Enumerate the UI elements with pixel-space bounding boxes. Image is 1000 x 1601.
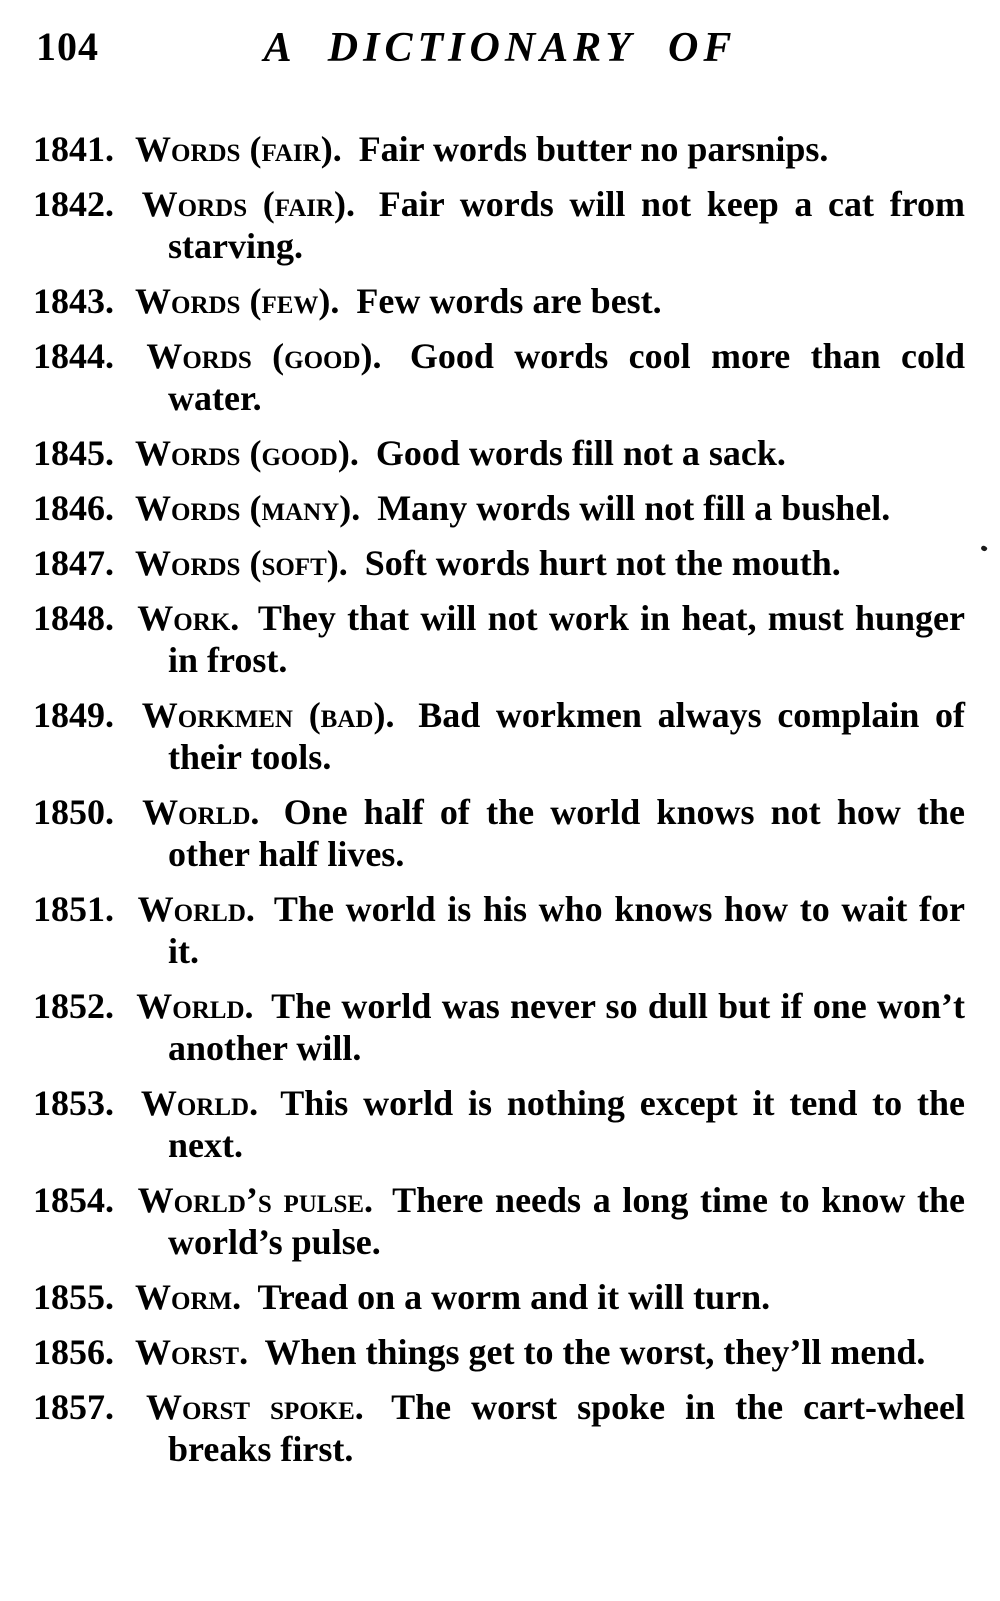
entry-text: Good words cool more than cold water.	[168, 336, 966, 418]
entry-number: 1857.	[33, 1387, 114, 1427]
entry-text: Good words fill not a sack.	[375, 433, 786, 473]
entry-headword: Worst spoke.	[145, 1387, 364, 1427]
entry-number: 1851.	[33, 889, 114, 929]
entry-headword: Words (soft).	[135, 543, 348, 583]
entry-text: Tread on a worm and it will turn.	[257, 1277, 771, 1317]
entry	[33, 432, 965, 474]
entry-number: 1852.	[33, 986, 114, 1026]
entry-text: One half of the world knows not how the other half lives.	[168, 792, 965, 874]
entry	[33, 487, 965, 529]
entry	[33, 1386, 965, 1470]
entry-text: They that will not work in heat, must hunger in frost.	[168, 598, 966, 680]
entry-number: 1848.	[33, 598, 114, 638]
entry-headword: World.	[142, 792, 260, 832]
ink-speck	[980, 545, 988, 553]
entry-text: Bad workmen always complain of their tools.	[168, 695, 966, 777]
entry-number: 1854.	[33, 1180, 114, 1220]
entry	[33, 280, 965, 322]
entry-text: The worst spoke in the cart-wheel breaks first.	[168, 1387, 965, 1469]
entry-text: Fair words butter no parsnips.	[358, 129, 829, 169]
entry	[33, 694, 965, 778]
entry-headword: Words (fair).	[135, 129, 342, 169]
entry-headword: World.	[136, 986, 254, 1026]
entry-headword: Work.	[137, 598, 240, 638]
entry-text: Many words will not fill a bushel.	[377, 488, 891, 528]
entry-text: This world is nothing except it tend to the next.	[168, 1083, 965, 1165]
entry-number: 1855.	[33, 1277, 114, 1317]
entry-number: 1853.	[33, 1083, 114, 1123]
entry-number: 1841.	[33, 129, 114, 169]
entry-headword: Words (few).	[135, 281, 340, 321]
entry-headword: World’s pulse.	[137, 1180, 374, 1220]
entry-headword: Worst.	[135, 1332, 249, 1372]
entry-number: 1849.	[33, 695, 114, 735]
entry-text: Few words are best.	[356, 281, 662, 321]
entry-headword: Words (fair).	[141, 184, 356, 224]
entry	[33, 128, 965, 170]
entry	[33, 542, 965, 584]
entry-number: 1856.	[33, 1332, 114, 1372]
entry-number: 1850.	[33, 792, 114, 832]
running-title: A DICTIONARY OF	[263, 25, 737, 71]
entry	[33, 1082, 965, 1166]
entry-number: 1845.	[33, 433, 114, 473]
entry	[33, 791, 965, 875]
entry-text: When things get to the worst, they’ll mend.	[264, 1332, 926, 1372]
entry-headword: Worm.	[135, 1277, 242, 1317]
entry-list	[33, 128, 965, 1470]
page-header	[0, 0, 1000, 100]
entry-text: There needs a long time to know the world’s pulse.	[168, 1180, 966, 1262]
entry-headword: Workmen (bad).	[141, 695, 395, 735]
entry	[33, 1331, 965, 1373]
entry-headword: Words (good).	[146, 336, 382, 376]
entry-headword: World.	[137, 889, 255, 929]
entry-number: 1844.	[33, 336, 114, 376]
entry-text: Fair words will not keep a cat from starving.	[168, 184, 965, 266]
entry	[33, 888, 965, 972]
entry-text: Soft words hurt not the mouth.	[364, 543, 841, 583]
entry-text: The world was never so dull but if one won’t another will.	[168, 986, 965, 1068]
entry	[33, 985, 965, 1069]
entry-headword: World.	[140, 1083, 259, 1123]
entry	[33, 1179, 965, 1263]
entry	[33, 597, 965, 681]
entry-number: 1846.	[33, 488, 114, 528]
entry-headword: Words (good).	[135, 433, 359, 473]
entry-number: 1847.	[33, 543, 114, 583]
entry-headword: Words (many).	[135, 488, 361, 528]
entry-number: 1842.	[33, 184, 114, 224]
entry	[33, 335, 965, 419]
entry-text: The world is his who knows how to wait for it.	[168, 889, 965, 971]
entry	[33, 183, 965, 267]
entry-number: 1843.	[33, 281, 114, 321]
page-number: 104	[36, 24, 99, 69]
entry	[33, 1276, 965, 1318]
